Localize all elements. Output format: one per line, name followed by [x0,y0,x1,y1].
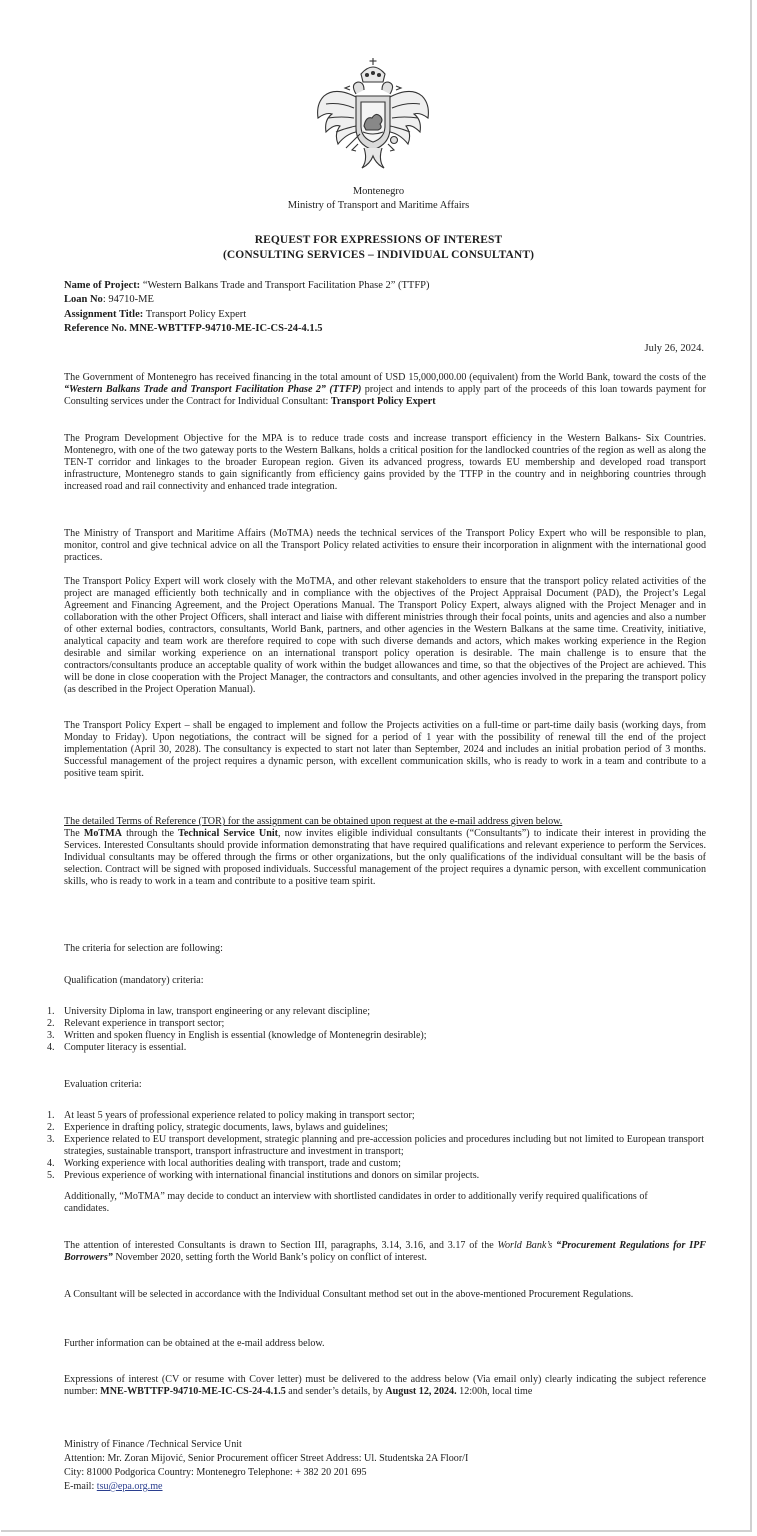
email-label: E-mail: [64,1481,97,1492]
objective-paragraph: The Program Development Objective for the MPA is to reduce trade costs and increase transport efficiency in the Western Balkans- Six Countries. Montenegro, with one of the two gateway ports to the Western Balkans, holds a critical position for the landlocked countries of the region as well as along the TEN-T corridor and linkages to the broader European region. Given its advanced progress, towards EU membership and developed road transport infrastructure, Montenegro stands to gain significantly from efficiency gains provided by the TTFP in the country and in neighboring countries through increased road and rail connectivity and enhanced trade integration. [64,433,706,492]
country-name: Montenegro [352,186,405,197]
list-text: Experience related to EU transport development, strategic planning and pre-accession policies and procedures including but not limited to European transport strategies, sustainable transport, transport infrastructure and investment in transport; [64,1134,704,1157]
document-title-line2: (CONSULTING SERVICES – INDIVIDUAL CONSULTANT) [222,249,535,261]
submission-reference: MNE-WBTTFP-94710-ME-IC-CS-24-4.1.5 [100,1386,286,1397]
engagement-paragraph: The Transport Policy Expert – shall be engaged to implement and follow the Projects activities on a full-time or part-time daily basis (working days, from Monday to Friday). Upon negotiations, the contract will be signed for a period of 1 year with the possibility of renewal till the end of the project implementation (April 30, 2028). The consultancy is expected to start not later than September, 2024 and includes an initial probation period of 3 months. Successful management of the project requires a dynamic person, with excellent communication skills, who is ready to work in a team and contribute to a positive team spirit. [64,720,706,779]
ministry-name: Ministry of Transport and Maritime Affairs [287,200,470,211]
invite-motma: MoTMA [83,828,122,839]
list-item [47,1006,704,1018]
submission-text-c: 12:00h, local time [456,1386,533,1397]
address-line-1: Ministry of Finance /Technical Service Unit [64,1439,242,1450]
criteria-intro: The criteria for selection are following: [64,943,223,954]
list-item [47,1158,704,1170]
list-number: 4. [47,1158,55,1169]
qualification-heading: Qualification (mandatory) criteria: [64,975,204,986]
address-line-2: Attention: Mr. Zoran Mijović, Senior Procurement officer Street Address: Ul. Studentska 2A Floor/I [64,1453,469,1464]
interview-paragraph: Additionally, “MoTMA” may decide to conduct an interview with shortlisted candidates in order to additionally verify required qualifications of candidates. [64,1191,648,1214]
project-name-value: “Western Balkans Trade and Transport Facilitation Phase 2” (TTFP) [142,280,430,291]
list-item [47,1042,704,1054]
list-item [47,1018,704,1030]
conflict-of-interest-paragraph [64,1240,706,1264]
project-name-row [64,280,430,291]
evaluation-heading: Evaluation criteria: [64,1079,142,1090]
list-number: 1. [47,1110,55,1121]
reference-number-value: MNE-WBTTFP-94710-ME-IC-CS-24-4.1.5 [129,323,323,334]
submission-paragraph [64,1374,706,1398]
list-item [47,1122,704,1134]
invite-text-b: through the [121,828,179,839]
intro-text-2: project and intends to apply part of the proceeds of this loan towards payment for Consulting services under the Contract for Individual Consultant: [64,384,706,407]
email-row [64,1481,163,1492]
document-title-line1: REQUEST FOR EXPRESSIONS OF INTEREST [254,234,503,246]
invite-text-c: , now invites eligible individual consultants (“Consultants”) to indicate their interest in providing the Services. Interested Consultants should provide information demonstrating that have required qualifications and relevant experience to perform the Services. Individual consultants may be offered through the firms or other organizations, but the only qualifications of the individual consultant will be the basis of selection. Contract will be signed with proposed individuals. Successful management of the project requires a dynamic person, with excellent communication skills, who is ready to work in a team and contribute to a positive team spirit. [64,828,706,887]
loan-number-value: : 94710-ME [102,294,154,305]
project-name-label: Name of Project: [64,280,141,291]
invite-text-a: The [64,828,84,839]
list-number: 3. [47,1030,55,1041]
loan-number-label: Loan No [64,294,103,305]
attention-text-b: November 2020, setting forth the World Bank’s policy on conflict of interest. [112,1252,427,1263]
evaluation-list [47,1110,704,1182]
list-text: At least 5 years of professional experience related to policy making in transport sector; [64,1110,415,1121]
ministry-needs-paragraph: The Ministry of Transport and Maritime Affairs (MoTMA) needs the technical services of the Transport Policy Expert who will be responsible to plan, monitor, control and give technical advice on all the Transport Policy related activities to ensure their incorporation in alignment with the international good practices. [64,528,706,563]
email-link[interactable]: tsu@epa.org.me [96,1481,163,1492]
attention-text-a: The attention of interested Consultants is drawn to Section III, paragraphs, 3.14, 3.16, and 3.17 of the [64,1240,498,1251]
list-text: Computer literacy is essential. [64,1042,187,1053]
selection-method-paragraph: A Consultant will be selected in accordance with the Individual Consultant method set out in the above-mentioned Procurement Regulations. [64,1289,634,1300]
list-number: 4. [47,1042,55,1053]
list-number: 5. [47,1170,55,1181]
list-text: Working experience with local authorities dealing with transport, trade and custom; [64,1158,401,1169]
list-item [47,1110,704,1122]
document-date: July 26, 2024. [644,343,704,354]
intro-paragraph [64,372,706,408]
intro-position: Transport Policy Expert [330,396,436,407]
invite-tsu: Technical Service Unit [178,828,278,839]
submission-deadline: August 12, 2024. [385,1386,457,1397]
list-item [47,1134,704,1158]
invitation-paragraph [64,828,706,888]
list-text: Previous experience of working with international financial institutions and donors on similar projects. [64,1170,480,1181]
assignment-title-value: Transport Policy Expert [145,309,247,320]
list-number: 1. [47,1006,55,1017]
reference-number-label: Reference No. [64,323,127,334]
assignment-title-row [64,309,246,320]
list-text: Written and spoken fluency in English is essential (knowledge of Montenegrin desirable); [64,1030,427,1041]
intro-text-1: The Government of Montenegro has received financing in the total amount of USD 15,000,000.00 (equivalent) from the World Bank, toward the costs of the [64,372,706,383]
attention-world-bank: World Bank’s [497,1240,553,1251]
list-number: 2. [47,1018,55,1029]
loan-number-row [64,294,154,305]
further-info-paragraph: Further information can be obtained at the e-mail address below. [64,1338,325,1349]
list-item [47,1030,704,1042]
list-text: Experience in drafting policy, strategic documents, laws, bylaws and guidelines; [64,1122,388,1133]
montenegro-coat-of-arms-icon [306,56,440,176]
tor-paragraph: The detailed Terms of Reference (TOR) for the assignment can be obtained upon request at the e-mail address given below. [64,816,563,827]
list-item [47,1170,704,1182]
list-number: 2. [47,1122,55,1133]
attention-regulations: “Procurement Regulations for IPF Borrowers” [64,1240,707,1263]
intro-project-name: “Western Balkans Trade and Transport Facilitation Phase 2” (TTFP) [64,384,362,395]
list-number: 3. [47,1134,55,1145]
expert-role-paragraph: The Transport Policy Expert will work closely with the MoTMA, and other relevant stakeholders to ensure that the transport policy related activities of the project are managed efficiently both technically and in compliance with the objectives of the Project Appraisal Document (PAD), the Project’s Legal Agreement and Financing Agreement, and the Project Operations Manual. The Transport Policy Expert, always aligned with the Project Menager and in collaboration with the other Project Officers, shall interact and liaise with different ministries through their focal points, units and agencies and also a number of other external bodies, contractors, consultants, World Bank, partners, and other agencies in the Western Balkans at the same time. Creativity, initiative, analytical capacity and team work are therefore required to cope with such diverse demands and actors, which makes working experience in the Region desirable and similar working experience on an international transport policy operation is desirable. The main challenge is to ensure that the contractors/consultants produce an acceptable quality of work within the budget allowances and time, so that the objectives of the Project are achieved. This will be done in close cooperation with the Project Manager, the contractors and consultants, and other agencies involved in the preparing the transport policy (as described in the Project Operation Manual). [64,576,706,695]
assignment-title-label: Assignment Title: [64,309,144,320]
list-text: University Diploma in law, transport engineering or any relevant discipline; [64,1006,371,1017]
submission-text-a: Expressions of interest (CV or resume with Cover letter) must be delivered to the address below (Via email only) clearly indicating the subject reference number: [64,1374,706,1397]
address-line-3: City: 81000 Podgorica Country: Montenegro Telephone: + 382 20 201 695 [64,1467,367,1478]
reference-number-row [64,323,322,334]
list-text: Relevant experience in transport sector; [64,1018,225,1029]
qualification-list [47,1006,704,1054]
submission-text-b: and sender’s details, by [285,1386,386,1397]
